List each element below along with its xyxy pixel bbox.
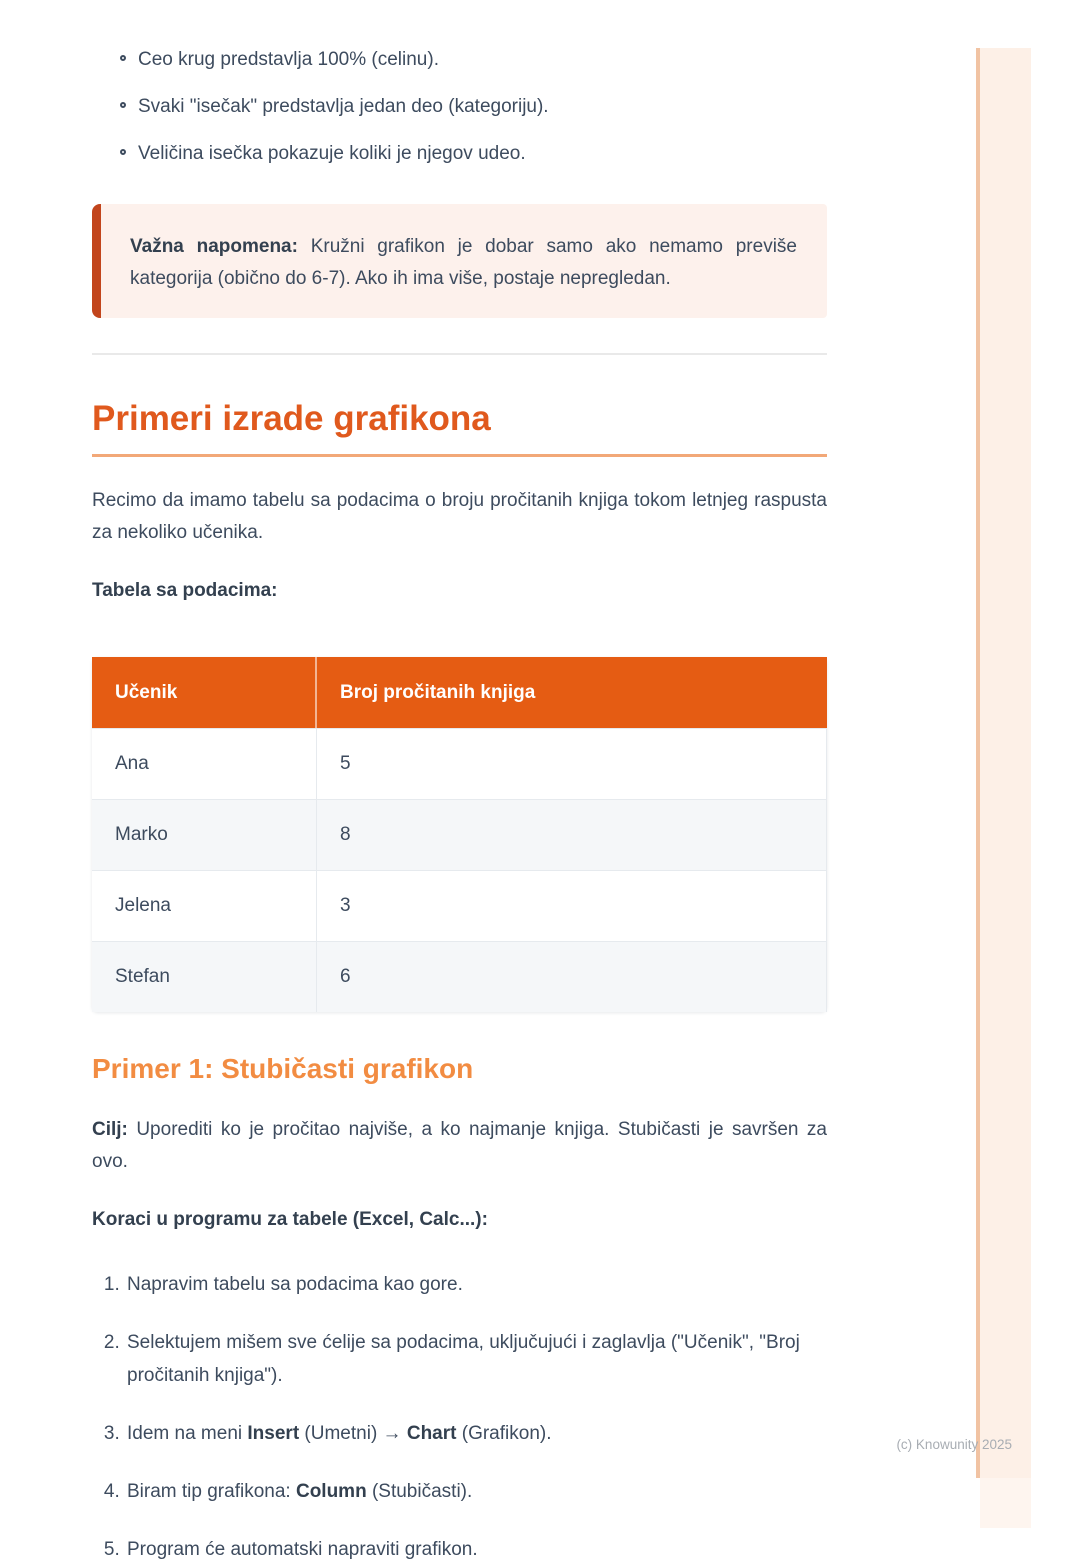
document-content xyxy=(92,0,827,1566)
important-note-callout xyxy=(92,204,827,318)
side-decoration-strip xyxy=(976,48,1031,1478)
table-row xyxy=(92,799,827,870)
step-item: 1. Napravim tabelu sa podacima kao gore. xyxy=(125,1268,827,1301)
goal-text: Uporediti ko je pročitao najviše, a ko najmanje knjiga. Stubičasti je savršen za ovo. xyxy=(92,1119,827,1172)
bullet-item: Veličina isečka pokazuje koliki je njegov udeo. xyxy=(138,143,827,164)
table-row xyxy=(92,941,827,1012)
bullet-circle-icon xyxy=(120,102,126,108)
table-header-ucenik: Učenik xyxy=(92,657,317,728)
table-cell: Ana xyxy=(92,728,317,799)
section-divider xyxy=(92,353,827,355)
intro-paragraph: Recimo da imamo tabelu sa podacima o broju pročitanih knjiga tokom letnjeg raspusta za nekoliko učenika. xyxy=(92,490,827,543)
goal-paragraph xyxy=(92,1114,827,1178)
table-cell: Marko xyxy=(92,799,317,870)
data-table xyxy=(92,657,827,1012)
step-item: 5. Program će automatski napraviti grafikon. xyxy=(125,1533,827,1566)
bullet-item: Ceo krug predstavlja 100% (celinu). xyxy=(138,49,827,70)
side-decoration-strip-tail xyxy=(980,1478,1031,1528)
callout-text: Kružni grafikon je dobar samo ako nemamo previše kategorija (obično do 6-7). Ako ih ima više, postaje nepregledan. xyxy=(130,236,797,289)
steps-label: Koraci u programu za tabele (Excel, Calc...): xyxy=(92,1209,488,1230)
bullet-list xyxy=(92,49,827,164)
table-cell: 3 xyxy=(317,870,827,941)
bullet-circle-icon xyxy=(120,55,126,61)
table-row xyxy=(92,728,827,799)
table-header-broj-knjiga: Broj pročitanih knjiga xyxy=(317,657,827,728)
table-row xyxy=(92,870,827,941)
step-item: 2. Selektujem mišem sve ćelije sa podacima, uključujući i zaglavlja ("Učenik", "Broj pročitanih knjiga"). xyxy=(125,1326,827,1392)
table-header xyxy=(92,657,827,728)
table-cell: Stefan xyxy=(92,941,317,1012)
example-title: Primer 1: Stubičasti grafikon xyxy=(92,1053,474,1084)
step-item: 4. Biram tip grafikona: Column (Stubičasti). xyxy=(125,1475,827,1508)
steps-list xyxy=(92,1268,827,1566)
bullet-circle-icon xyxy=(120,149,126,155)
table-label: Tabela sa podacima: xyxy=(92,580,278,601)
callout-label: Važna napomena: xyxy=(130,236,298,257)
goal-label: Cilj: xyxy=(92,1119,128,1140)
table-body xyxy=(92,728,827,1012)
step-item: 3. Idem na meni Insert (Umetni) → Chart (Grafikon). xyxy=(125,1417,827,1450)
table-cell: 8 xyxy=(317,799,827,870)
table-cell: 6 xyxy=(317,941,827,1012)
table-cell: 5 xyxy=(317,728,827,799)
copyright-notice: (c) Knowunity 2025 xyxy=(896,1437,1012,1452)
table-cell: Jelena xyxy=(92,870,317,941)
bullet-item: Svaki "isečak" predstavlja jedan deo (kategoriju). xyxy=(138,96,827,117)
page-title: Primeri izrade grafikona xyxy=(92,399,827,457)
